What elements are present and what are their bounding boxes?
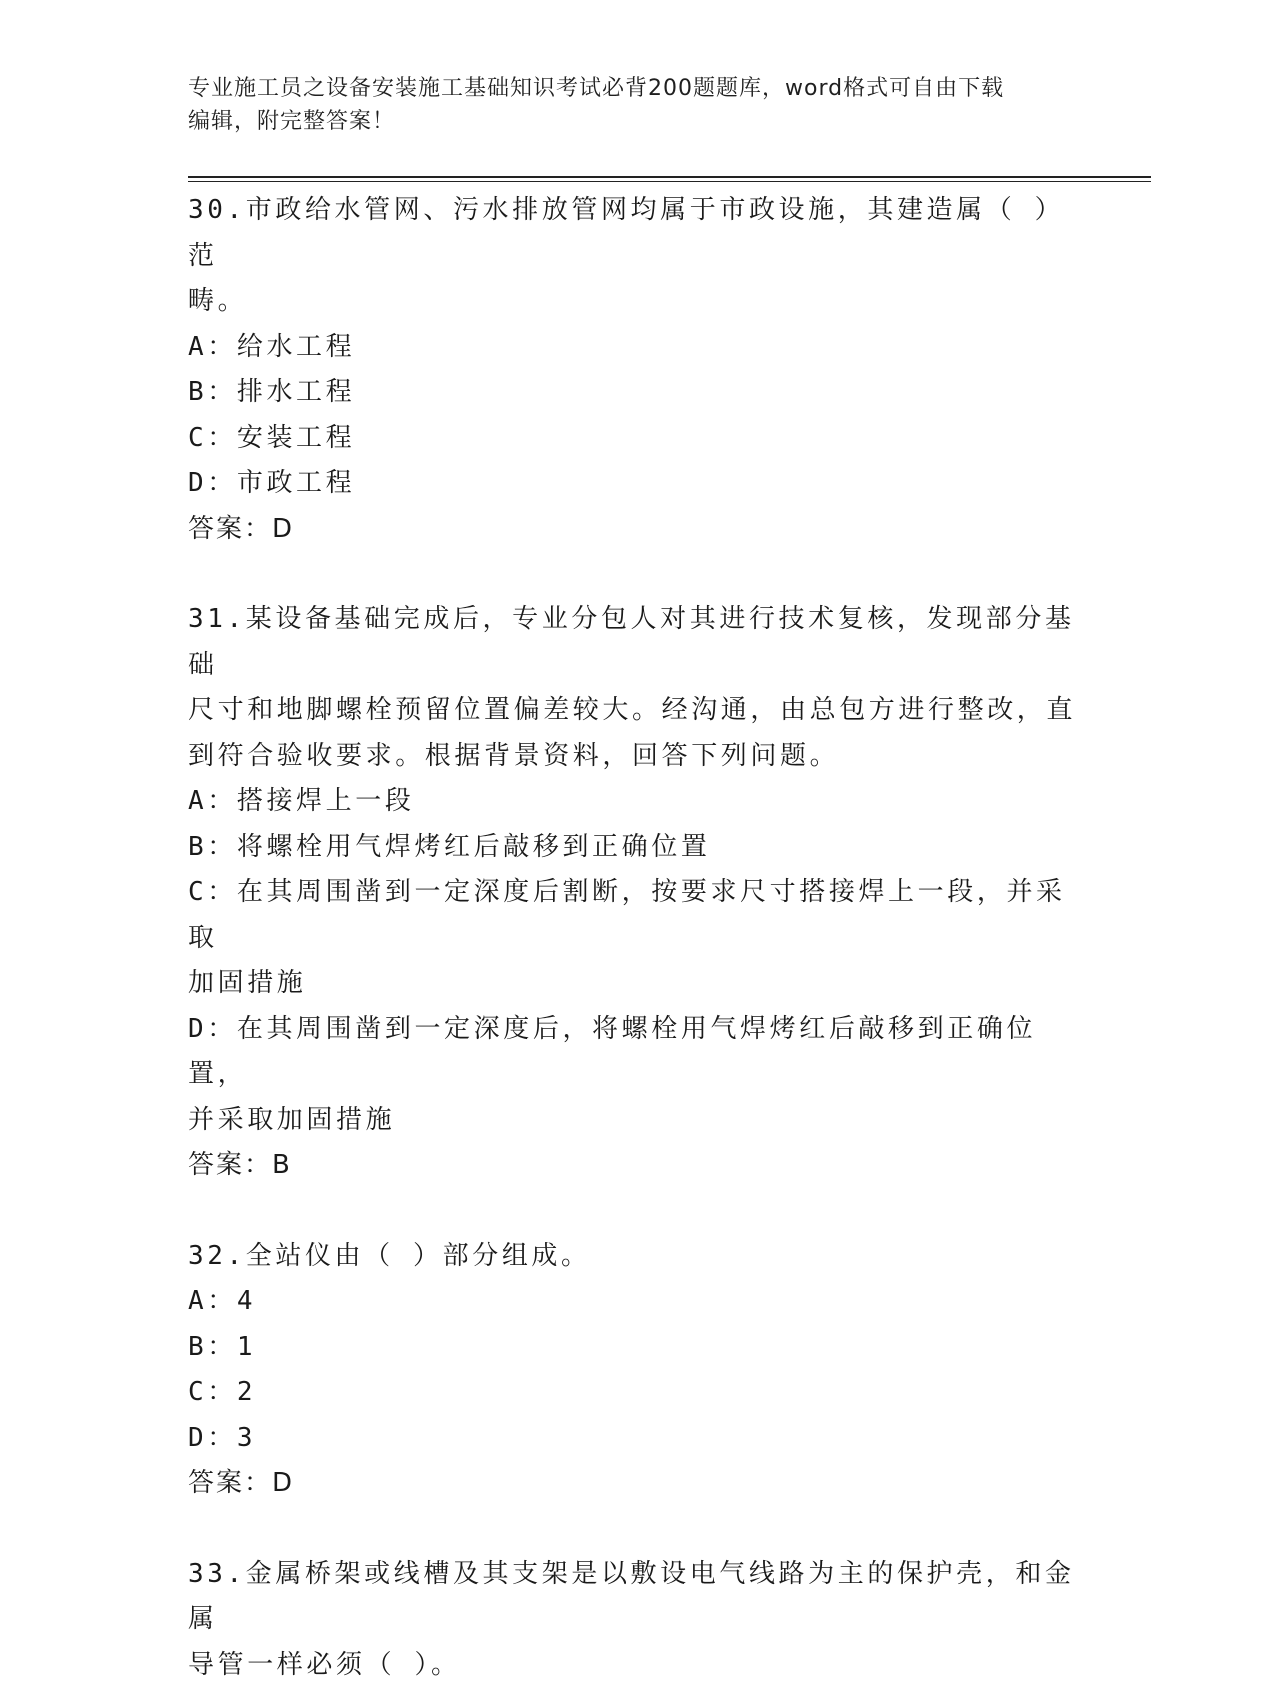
option-line: A：搭接焊上一段 [188,779,1088,825]
question-stem-line: 导管一样必须（ ）。 [188,1643,1088,1688]
question-stem-line: 畴。 [188,279,1088,325]
question-stem-line: 尺寸和地脚螺栓预留位置偏差较大。经沟通，由总包方进行整改，直 [188,688,1088,734]
question-spacer [188,1189,1088,1234]
question-stem-line: 33.金属桥架或线槽及其支架是以敷设电气线路为主的保护壳，和金属 [188,1552,1088,1643]
option-line: D：在其周围凿到一定深度后，将螺栓用气焊烤红后敲移到正确位置， [188,1007,1088,1098]
question-spacer [188,552,1088,597]
header-line-1: 专业施工员之设备安装施工基础知识考试必背200题题库，word格式可自由下载 [188,72,1068,105]
question-stem-line: 到符合验收要求。根据背景资料，回答下列问题。 [188,734,1088,780]
answer-line: 答案：D [188,507,1088,553]
option-line: C：在其周围凿到一定深度后割断，按要求尺寸搭接焊上一段，并采取 [188,870,1088,961]
question-block [188,597,1088,1189]
header-rule-thick [188,176,1151,178]
question-block [188,1552,1088,1688]
option-line: 并采取加固措施 [188,1098,1088,1144]
answer-line: 答案：D [188,1461,1088,1507]
option-line: C：2 [188,1370,1088,1416]
option-line: B：1 [188,1325,1088,1371]
option-line: A：4 [188,1279,1088,1325]
option-line: B：将螺栓用气焊烤红后敲移到正确位置 [188,825,1088,871]
option-line: D：市政工程 [188,461,1088,507]
question-stem-line: 30.市政给水管网、污水排放管网均属于市政设施，其建造属（ ）范 [188,188,1088,279]
question-block [188,188,1088,552]
answer-line: 答案：B [188,1143,1088,1189]
option-line: C：安装工程 [188,416,1088,462]
question-stem-line: 32.全站仪由（ ）部分组成。 [188,1234,1088,1280]
option-line: 加固措施 [188,961,1088,1007]
option-line: B：排水工程 [188,370,1088,416]
question-block [188,1234,1088,1507]
question-list [188,188,1088,1688]
option-line: A：给水工程 [188,325,1088,371]
header-rule-thin [188,181,1151,182]
option-line: D：3 [188,1416,1088,1462]
document-header [188,72,1068,138]
header-line-2: 编辑，附完整答案！ [188,105,1068,138]
question-stem-line: 31.某设备基础完成后，专业分包人对其进行技术复核，发现部分基础 [188,597,1088,688]
question-spacer [188,1507,1088,1552]
